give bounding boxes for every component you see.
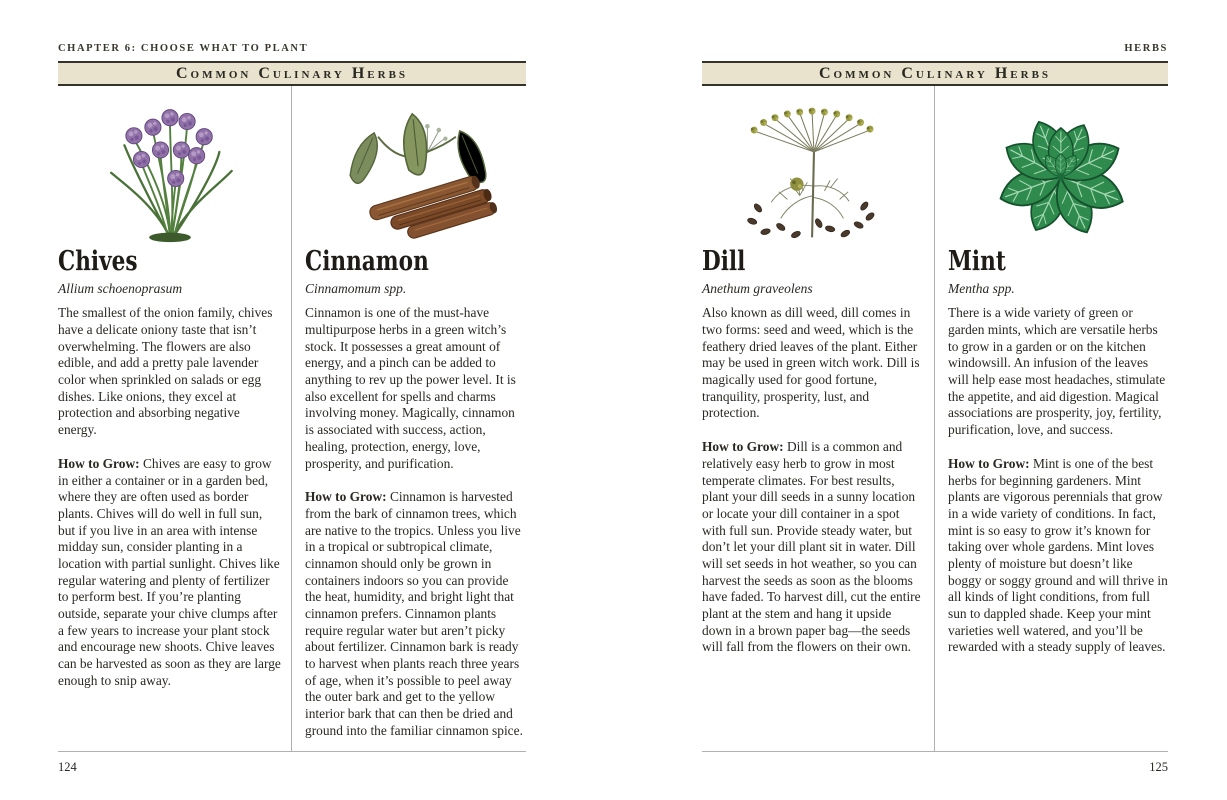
how-to-grow-text: Mint is one of the best herbs for beginning gardeners. Mint plants are vigorous perennials that grow in a wide variety of conditions. In fact, mint is so easy to grow it’s known for taking over whole gardens. Mint loves plenty of moisture but doesn’t like boggy or soggy ground and will thrive in all kinds of light conditions, from full sun to dappled shade. Keep your mint varieties well watered, and you’ll be rewarded with a steady supply of leaves. xyxy=(948,455,1168,655)
page-number-left: 124 xyxy=(58,760,77,774)
cinnamon-illustration xyxy=(305,86,526,246)
page-right xyxy=(702,0,1168,800)
section-banner-right xyxy=(702,61,1168,86)
entry-chives xyxy=(58,86,292,751)
how-to-grow-label: How to Grow: xyxy=(948,455,1030,471)
running-head-right: HERBS xyxy=(1124,43,1168,54)
entry-mint xyxy=(935,86,1168,751)
latin-name-dill: Anethum graveolens xyxy=(702,281,813,297)
latin-name-mint: Mentha spp. xyxy=(948,281,1015,297)
latin-name-chives: Allium schoenoprasum xyxy=(58,281,183,297)
how-to-grow-text: Chives are easy to grow in either a container or in a garden bed, where they are often used as border plants. Chives will do well in full sun, but if you live in an area with intense midday sun, consider planting in a location with partial sunlight. Chives like regular watering and plenty of fertilizer to perform best. If you’re planting outside, separate your chive clumps after a few years to increase your plant stock and encourage new shoots. Chive leaves can be harvested as soon as they are large enough to snip away. xyxy=(58,455,281,688)
herb-description-dill: Also known as dill weed, dill comes in two forms: seed and weed, which is the feathery dried leaves of the plant. Either may be used in green witch work. Dill is magically used for good fortune, tranquility, prosperity, lust, and protection. xyxy=(702,305,920,421)
herb-name-mint: Mint xyxy=(948,246,1006,277)
section-banner-title: Common Culinary Herbs xyxy=(175,64,409,82)
dill-illustration xyxy=(702,86,924,246)
how-to-grow-text: Dill is a common and relatively easy herb to grow in most temperate climates. For best results, plant your dill seeds in a sunny location or locate your dill container in a spot with full sun. Provide steady water, but don’t let your dill plant sit in water. Dill will set seeds in hot weather, so you can harvest the seeds as soon as the blooms have faded. To harvest dill, cut the entire plant at the stem and hang it upside down in a brown paper bag—the seeds will fall from the flowers on their own. xyxy=(702,439,921,655)
section-banner-left xyxy=(58,61,526,86)
how-to-grow-label: How to Grow: xyxy=(305,489,387,505)
running-head-left: CHAPTER 6: CHOOSE WHAT TO PLANT xyxy=(58,43,309,54)
entry-cinnamon xyxy=(292,86,526,751)
how-to-grow-chives xyxy=(58,456,281,690)
how-to-grow-dill xyxy=(702,439,924,656)
page-number-right: 125 xyxy=(1149,760,1168,774)
how-to-grow-label: How to Grow: xyxy=(702,439,784,455)
herb-description-chives: The smallest of the onion family, chives have a delicate oniony taste that isn’t overwhelming. The flowers are also edible, and add a pretty pale lavender color when sprinkled on salads or egg dishes. Like onions, they excel at protection and absorbing negative energy. xyxy=(58,305,273,438)
mint-illustration xyxy=(948,86,1168,246)
chives-illustration xyxy=(58,86,281,246)
herb-description-cinnamon: Cinnamon is one of the must-have multipurpose herbs in a green witch’s stock. It possesses a great amount of energy, and a pinch can be added to anything to rev up the power level. It is also excellent for spells and charms involving money. Magically, cinnamon is associated with success, action, healing, protection, energy, love, prosperity, and purification. xyxy=(305,305,516,471)
how-to-grow-cinnamon xyxy=(305,489,526,739)
herb-name-cinnamon: Cinnamon xyxy=(305,246,429,277)
latin-name-cinnamon: Cinnamomum spp. xyxy=(305,281,407,297)
columns-left-page xyxy=(58,86,526,752)
herb-name-chives: Chives xyxy=(58,246,138,277)
columns-right-page xyxy=(702,86,1168,752)
how-to-grow-label: How to Grow: xyxy=(58,455,140,471)
herb-name-dill: Dill xyxy=(702,246,746,277)
how-to-grow-mint xyxy=(948,456,1168,656)
page-left xyxy=(58,0,526,800)
herb-description-mint: There is a wide variety of green or garden mints, which are versatile herbs to grow in a garden or on the kitchen windowsill. An infusion of the leaves will help ease most headaches, stimulate the appetite, and aid digestion. Magical associations are prosperity, joy, fertility, purification, love, and success. xyxy=(948,305,1166,438)
entry-dill xyxy=(702,86,935,751)
section-banner-title: Common Culinary Herbs xyxy=(818,64,1052,82)
how-to-grow-text: Cinnamon is harvested from the bark of cinnamon trees, which are native to the tropics. Unless you live in a tropical or subtropical climate, cinnamon should only be grown in containers indoors so you can provide the heat, humidity, and bright light that cinnamon prefers. Cinnamon plants require regular water but aren’t picky about fertilizer. Cinnamon bark is ready to harvest when plants reach three years of age, when it’s possible to peel away the outer bark and get to the yellow interior bark that can then be dried and ground into the familiar cinnamon spice. xyxy=(305,489,523,738)
